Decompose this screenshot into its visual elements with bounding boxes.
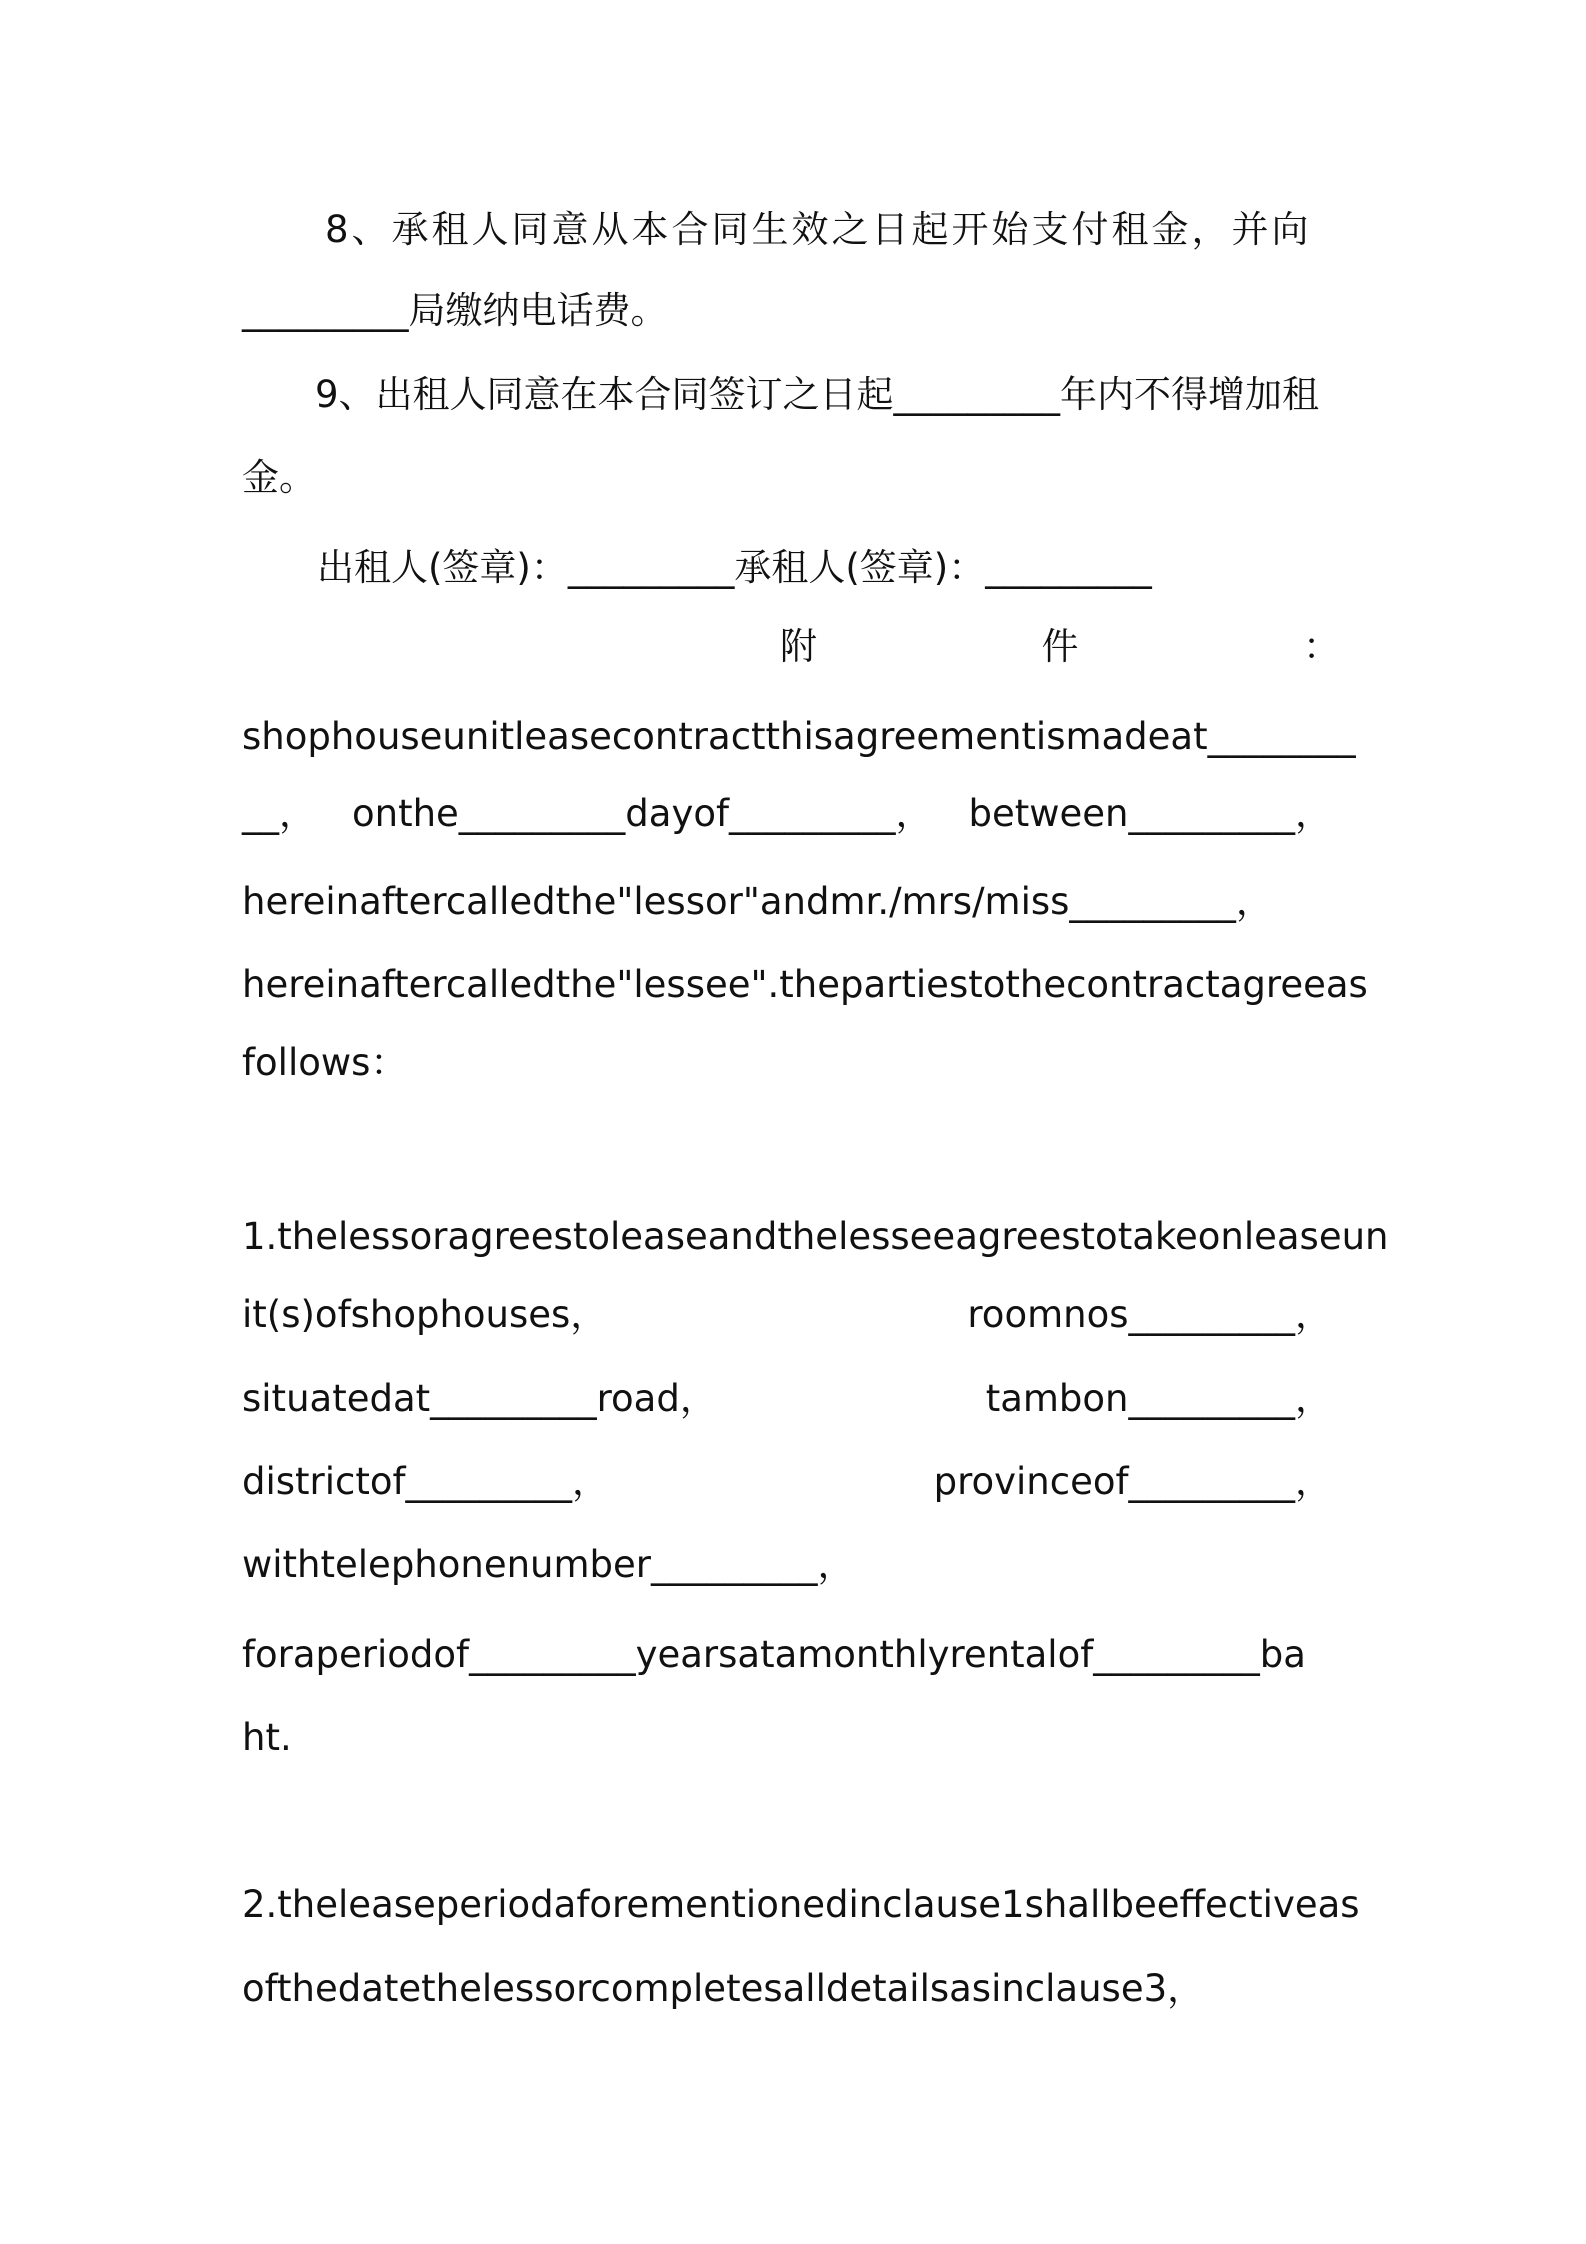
clause-8-line-1: 8、承租人同意从本合同生效之日起开始支付租金，并向 [325,208,1312,251]
clause-1-line-5: withtelephonenumber_________， [242,1543,855,1586]
intro-line-1: shophouseunitleasecontractthisagreementismadeat________ [242,715,1356,758]
clause-1-line-4 [242,1457,1332,1507]
intro-line-5: follows： [242,1041,408,1084]
clause-8-line-2: _________局缴纳电话费。 [242,289,668,332]
intro-line-2 [242,789,1332,839]
intro-line-2-part-b: onthe_________dayof_________， [351,792,933,835]
attachment-char-2: 件 [1041,625,1079,668]
clause-1-line-3-part-a: situatedat_________road， [242,1377,717,1420]
clause-9-line-2: 金。 [242,456,316,499]
clause-1-line-3 [242,1374,1332,1424]
clause-1-line-4-part-a: districtof_________， [242,1460,610,1503]
attachment-colon: ： [1303,625,1340,668]
intro-line-2-part-c: between_________， [968,792,1332,835]
attachment-char-1: 附 [780,625,817,668]
clause-1-line-1: 1.thelessoragreestoleaseandthelesseeagreestotakeonleaseun [242,1215,1389,1258]
intro-line-2-part-a: __， [242,792,316,835]
intro-line-3: hereinaftercalledthe"lessor"andmr./mrs/miss_________， [242,880,1273,923]
intro-line-4: hereinaftercalledthe"lessee".thepartiestothecontractagreeas [242,963,1368,1006]
clause-2-line-2: ofthedatethelessorcompletesalldetailsasinclause3， [242,1967,1205,2010]
attachment-heading [780,622,1340,672]
clause-2-line-1: 2.theleaseperiodaforementionedinclause1shallbeeffectiveas [242,1883,1360,1926]
clause-1-line-2-part-a: it(s)ofshophouses， [242,1293,608,1336]
clause-1-line-4-part-b: provinceof_________， [933,1460,1332,1503]
clause-1-line-3-part-b: tambon_________， [985,1377,1332,1420]
clause-1-line-6: foraperiodof_________yearsatamonthlyrentalof_________ba [242,1633,1306,1676]
clause-1-line-2 [242,1290,1332,1340]
signature-line: 出租人(签章)：_________承租人(签章)：_________ [317,546,1152,589]
clause-1-line-2-part-b: roomnos_________， [967,1293,1332,1336]
clause-9-line-1: 9、出租人同意在本合同签订之日起_________年内不得增加租 [315,373,1320,416]
clause-1-line-7: ht. [242,1716,292,1759]
